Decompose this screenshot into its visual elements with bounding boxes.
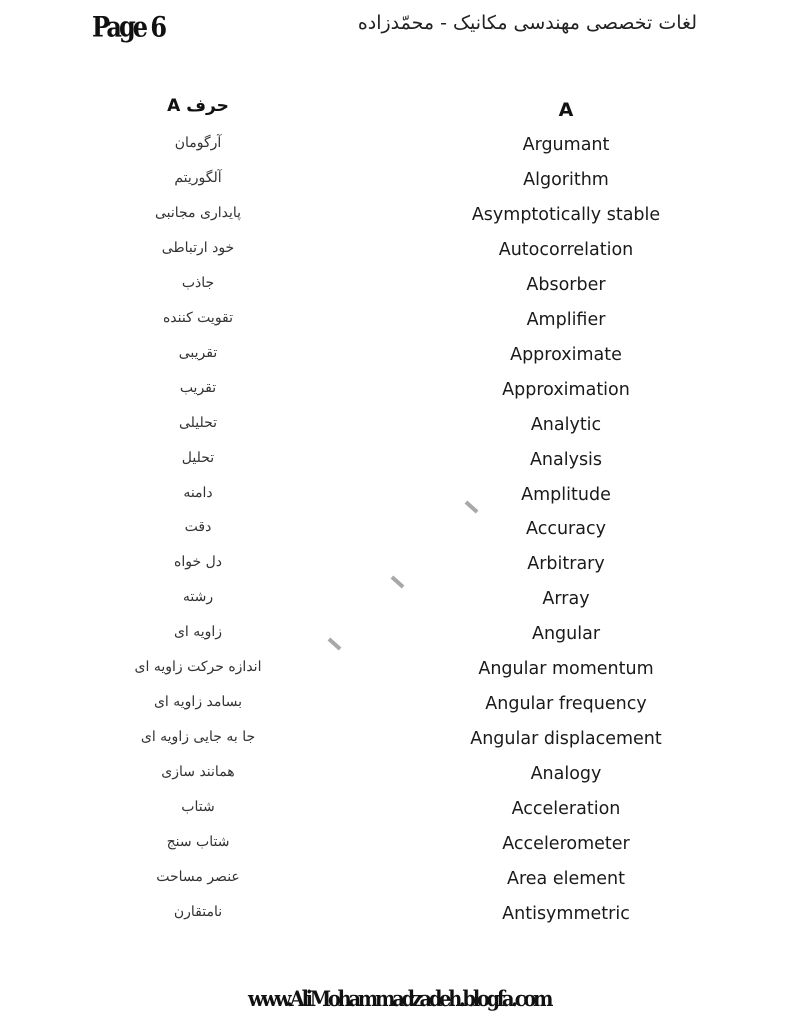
english-term: Amplitude (521, 484, 611, 505)
english-term: Area element (507, 868, 625, 889)
english-term: Asymptotically stable (471, 204, 661, 225)
persian-translation: دامنه (183, 484, 213, 501)
english-term: Analogy (530, 764, 602, 785)
english-column-heading: A (558, 99, 574, 121)
persian-column-heading: حرف A (167, 96, 229, 116)
glossary-row (0, 478, 785, 513)
glossary-row (0, 582, 785, 617)
persian-translation: پایداری مجانبی (154, 204, 242, 221)
glossary-row (0, 617, 785, 652)
persian-translation: دل خواه (174, 554, 222, 571)
glossary-row (0, 862, 785, 897)
glossary-row (0, 687, 785, 722)
glossary-row (0, 303, 785, 338)
english-term: Approximate (510, 344, 622, 365)
glossary-row (0, 897, 785, 932)
english-term: Arbitrary (527, 554, 605, 575)
persian-translation: تقریبی (178, 344, 218, 361)
english-term: Approximation (502, 379, 630, 400)
english-term: Analytic (530, 414, 602, 435)
persian-translation: تحلیلی (178, 414, 218, 431)
english-term: Accuracy (526, 519, 606, 540)
english-term: Amplifier (526, 309, 606, 330)
persian-translation: عنصر مساحت (156, 868, 240, 885)
glossary-row (0, 652, 785, 687)
glossary-row (0, 722, 785, 757)
english-term: Angular momentum (478, 659, 654, 680)
glossary-row (0, 233, 785, 268)
glossary-row (0, 757, 785, 792)
glossary-row (0, 128, 785, 163)
glossary-row (0, 373, 785, 408)
english-term: Analysis (529, 449, 603, 470)
persian-translation: خود ارتباطی (161, 239, 235, 256)
persian-translation: جا به جایی زاویه ای (140, 729, 256, 746)
glossary-row (0, 338, 785, 373)
persian-translation: آرگومان (174, 135, 222, 151)
persian-translation: رشته (182, 589, 214, 606)
footer-website-url: www.AliMohammadzadeh.blogfa.com (248, 986, 551, 1011)
persian-translation: جاذب (181, 274, 215, 291)
glossary-row (0, 163, 785, 198)
persian-translation: زاویه ای (173, 624, 223, 641)
persian-translation: دقت (184, 519, 212, 536)
english-term: Algorithm (523, 169, 609, 190)
document-header-title: لغات تخصصی مهندسی مکانیک - محمّدزاده (357, 12, 697, 34)
persian-translation: همانند سازی (161, 764, 235, 781)
persian-translation: تقویت کننده (162, 309, 234, 326)
english-term: Autocorrelation (498, 239, 634, 260)
persian-translation: آلگوریتم (174, 169, 222, 186)
persian-translation: تحلیل (181, 449, 215, 466)
glossary-row (0, 512, 785, 547)
english-term: Accelerometer (502, 834, 630, 854)
glossary-row (0, 792, 785, 827)
persian-translation: شتاب (181, 799, 215, 816)
english-term: Array (542, 589, 590, 610)
english-term: Argumant (522, 135, 610, 155)
english-term: Acceleration (511, 799, 621, 820)
glossary-row (0, 268, 785, 303)
persian-translation: نامتقارن (173, 903, 223, 920)
english-term: Antisymmetric (502, 903, 630, 924)
glossary-row (0, 408, 785, 443)
english-term: Absorber (526, 274, 606, 295)
glossary-row (0, 443, 785, 478)
page-number-label: Page 6 (92, 10, 165, 44)
persian-translation: تقریب (179, 379, 217, 396)
persian-translation: شتاب سنج (166, 834, 230, 850)
persian-translation: اندازه حرکت زاویه ای (134, 659, 262, 676)
glossary-row (0, 827, 785, 862)
english-term: Angular displacement (470, 729, 662, 750)
glossary-row (0, 198, 785, 233)
english-term: Angular (531, 624, 601, 645)
english-term: Angular frequency (485, 694, 647, 715)
persian-translation: بسامد زاویه ای (153, 694, 243, 711)
